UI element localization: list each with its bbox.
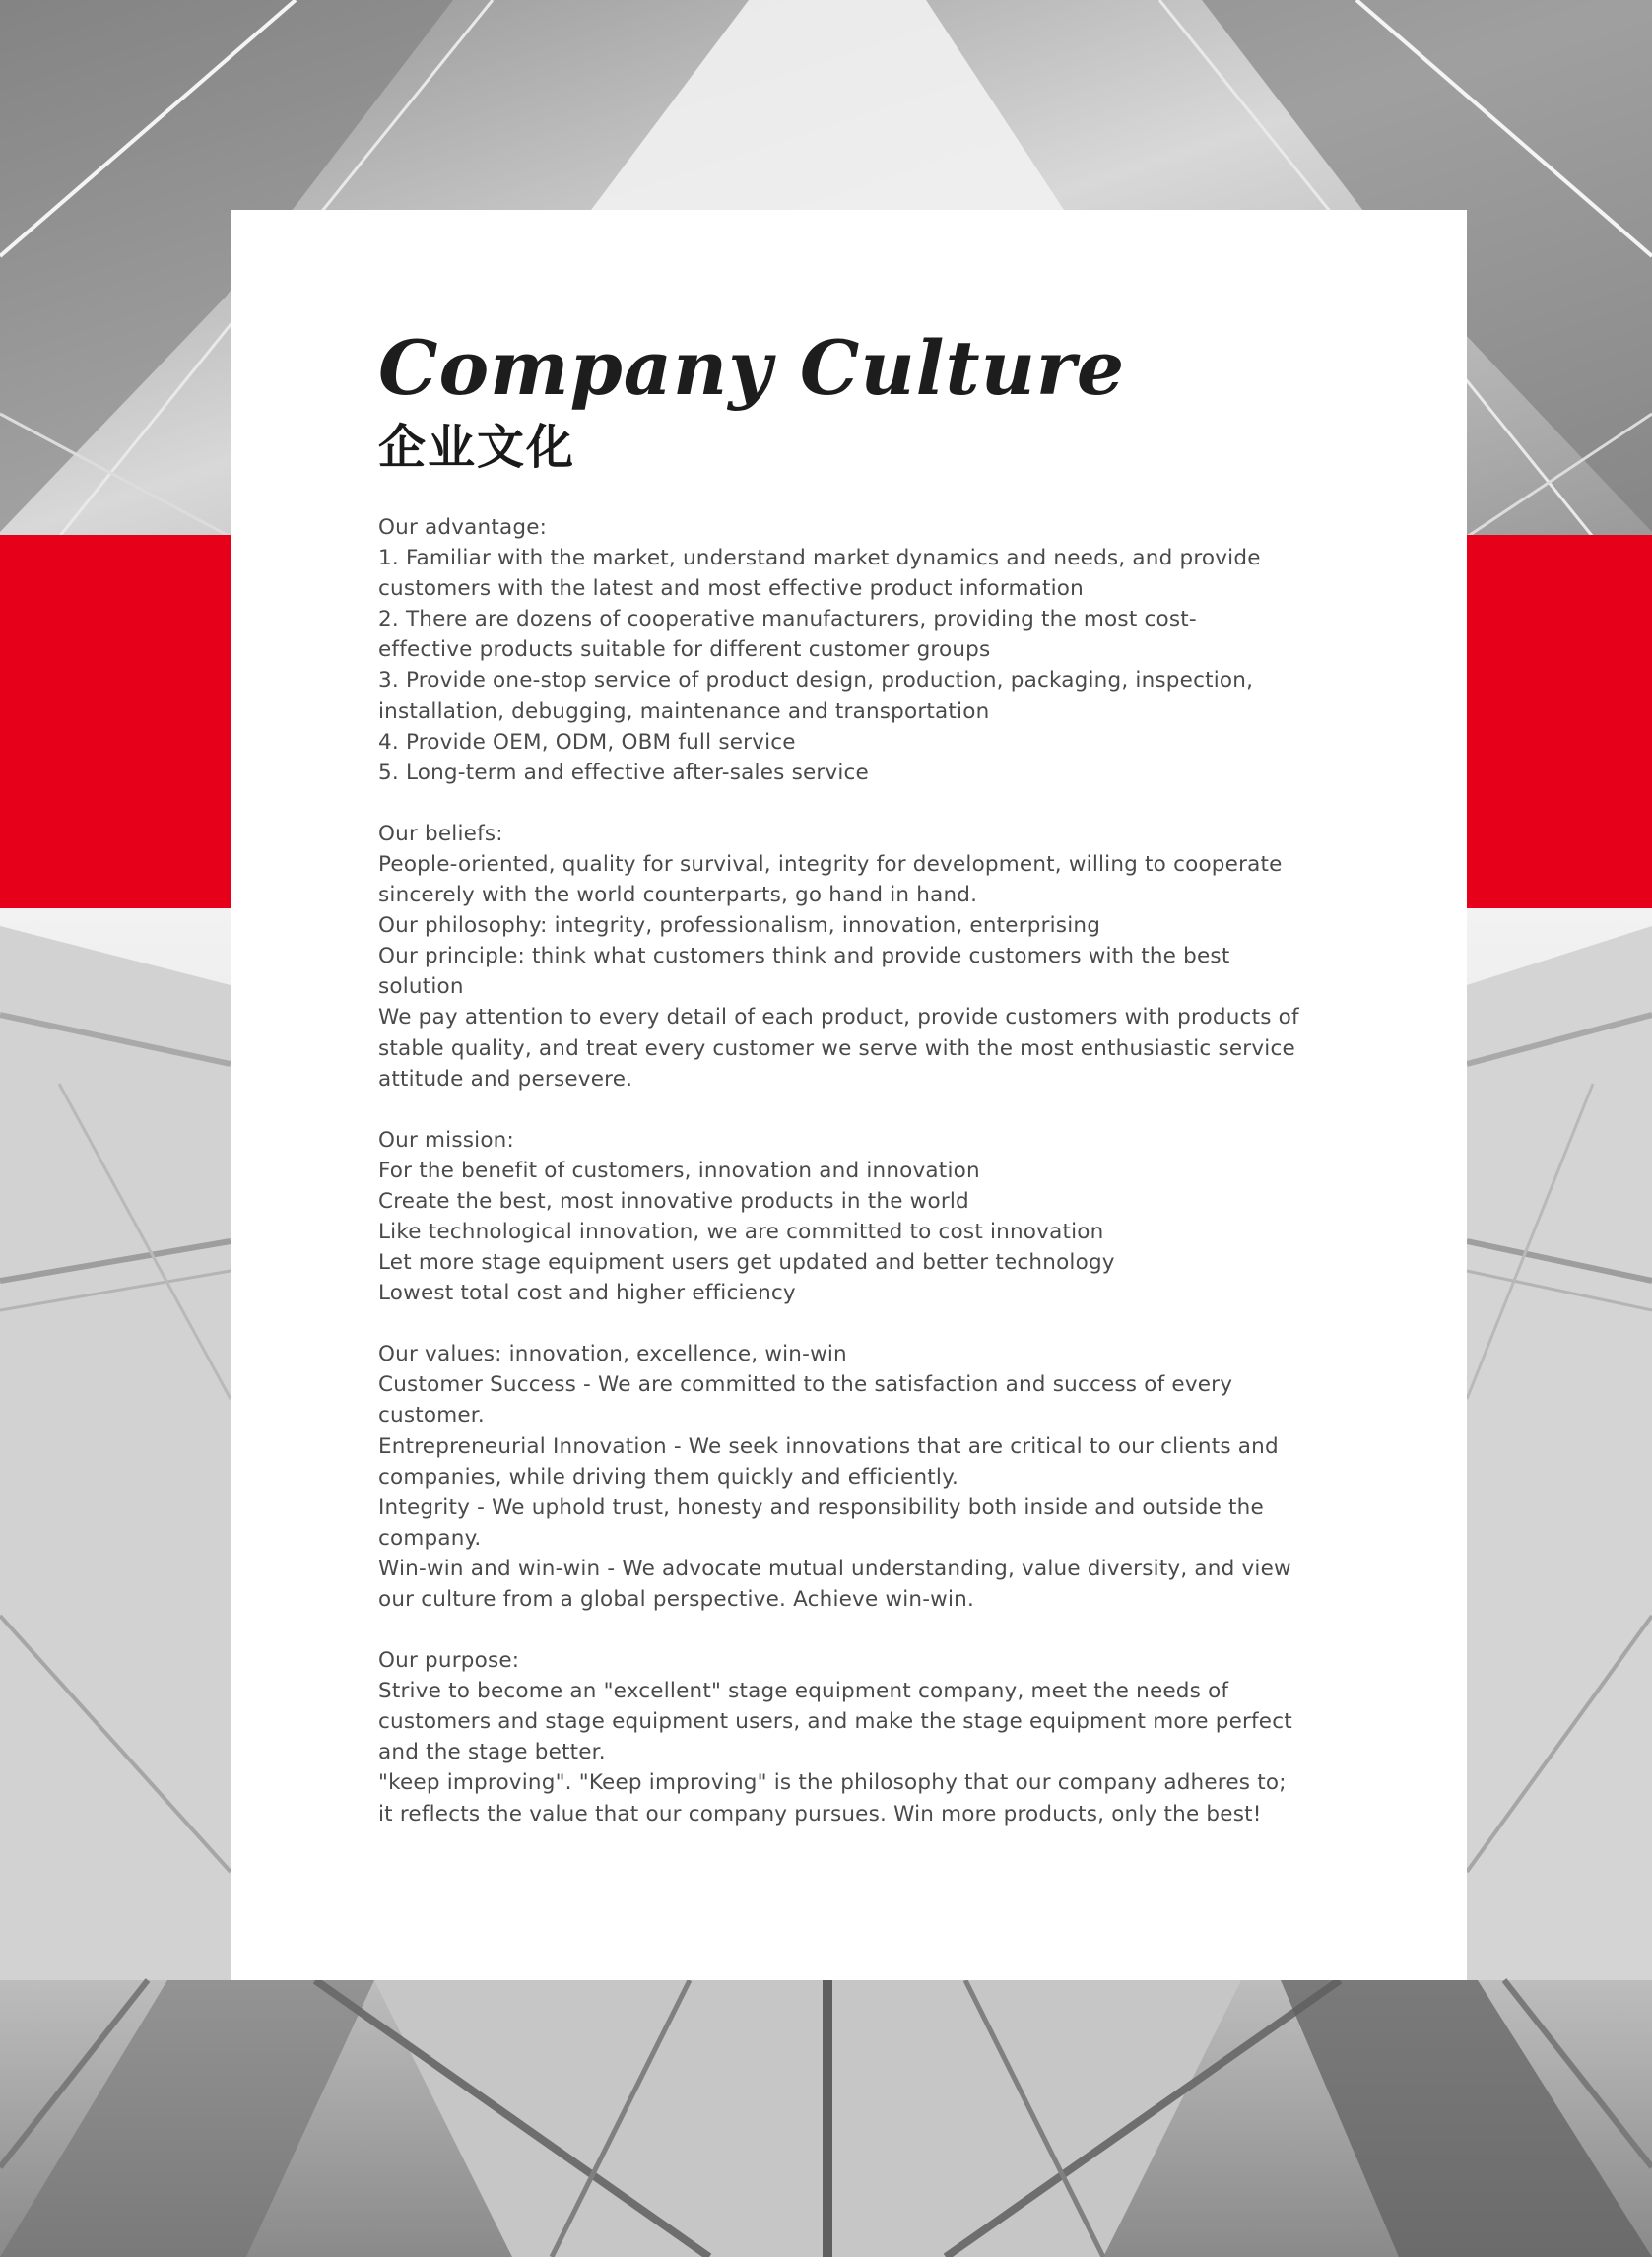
text-line: 2. There are dozens of cooperative manufacturers, providing the most cost- [378, 607, 1197, 632]
page-subtitle-chinese: 企业文化 [378, 420, 576, 475]
text-line: companies, while driving them quickly and efficiently. [378, 1464, 959, 1490]
page-title: Company Culture [378, 324, 1126, 412]
text-line: sincerely with the world counterparts, go hand in hand. [378, 883, 978, 908]
text-line: stable quality, and treat every customer we serve with the most enthusiastic service [378, 1035, 1295, 1061]
text-line: effective products suitable for different customer groups [378, 637, 991, 663]
text-line: Win-win and win-win - We advocate mutual understanding, value diversity, and view [378, 1556, 1291, 1581]
text-line: Customer Success - We are committed to the satisfaction and success of every [378, 1372, 1233, 1398]
text-line: Like technological innovation, we are committed to cost innovation [378, 1219, 1104, 1244]
text-line: Strive to become an "excellent" stage equipment company, meet the needs of [378, 1679, 1229, 1704]
section-heading: Our values: innovation, excellence, win-win [378, 1342, 847, 1367]
section-values [378, 1339, 1363, 1615]
text-line: Create the best, most innovative products in the world [378, 1188, 969, 1214]
text-line: 1. Familiar with the market, understand market dynamics and needs, and provide [378, 546, 1261, 571]
text-line: 5. Long-term and effective after-sales service [378, 760, 869, 785]
body-text [378, 512, 1363, 1829]
text-line: We pay attention to every detail of each product, provide customers with products of [378, 1005, 1299, 1030]
text-line: 3. Provide one-stop service of product design, production, packaging, inspection, [378, 668, 1254, 694]
text-line: Our philosophy: integrity, professionalism, innovation, enterprising [378, 913, 1101, 939]
text-line: People-oriented, quality for survival, integrity for development, willing to cooperate [378, 851, 1283, 877]
text-line: "keep improving". "Keep improving" is the philosophy that our company adheres to; [378, 1770, 1287, 1796]
text-line: customers and stage equipment users, and make the stage equipment more perfect [378, 1709, 1292, 1735]
text-line: 4. Provide OEM, ODM, OBM full service [378, 729, 796, 755]
text-line: Integrity - We uphold trust, honesty and responsibility both inside and outside the [378, 1494, 1264, 1520]
section-mission [378, 1125, 1363, 1309]
section-heading: Our mission: [378, 1127, 514, 1153]
text-line: customer. [378, 1403, 485, 1428]
section-heading: Our purpose: [378, 1648, 520, 1674]
text-line: For the benefit of customers, innovation and innovation [378, 1158, 980, 1183]
text-line: solution [378, 974, 464, 1000]
content-column [378, 323, 1363, 1860]
text-line: attitude and persevere. [378, 1066, 633, 1092]
text-line: Entrepreneurial Innovation - We seek innovations that are critical to our clients and [378, 1433, 1279, 1459]
section-heading: Our advantage: [378, 515, 548, 540]
text-line: company. [378, 1525, 482, 1551]
text-line: and the stage better. [378, 1740, 606, 1765]
section-purpose [378, 1645, 1363, 1829]
text-line: it reflects the value that our company pursues. Win more products, only the best! [378, 1801, 1262, 1826]
text-line: installation, debugging, maintenance and transportation [378, 698, 990, 724]
text-line: customers with the latest and most effective product information [378, 576, 1084, 602]
section-advantage [378, 512, 1363, 788]
text-line: Let more stage equipment users get updated and better technology [378, 1250, 1115, 1276]
text-line: Our principle: think what customers think and provide customers with the best [378, 944, 1230, 969]
text-line: Lowest total cost and higher efficiency [378, 1281, 796, 1306]
section-beliefs [378, 819, 1363, 1095]
text-line: our culture from a global perspective. Achieve win-win. [378, 1587, 975, 1612]
content-card [231, 210, 1467, 1980]
section-heading: Our beliefs: [378, 821, 503, 846]
